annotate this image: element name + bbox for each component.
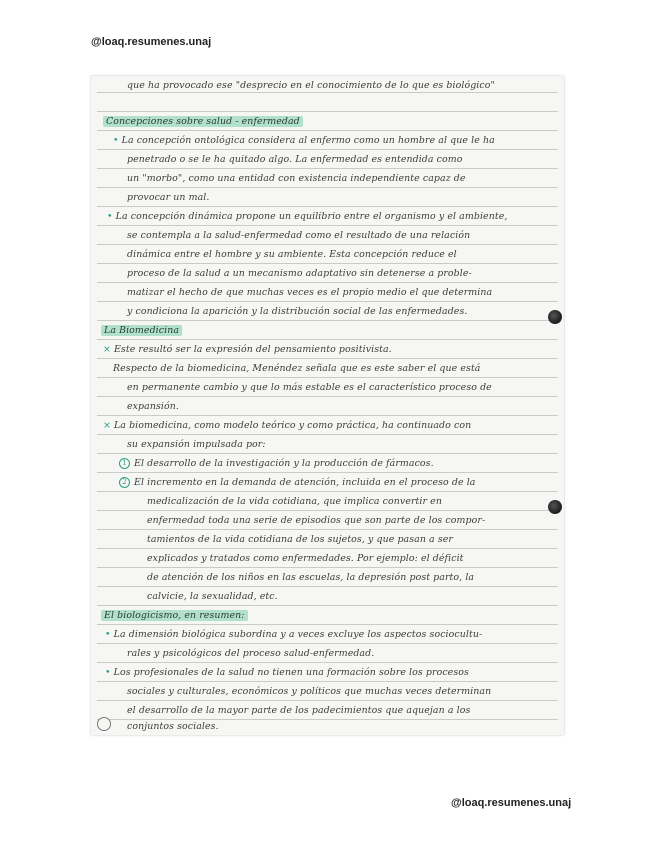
bullet-icon: × <box>103 344 111 355</box>
note-line: matizar el hecho de que muchas veces es el propio medio el que determina <box>127 287 493 298</box>
note-line: expansión. <box>127 401 179 412</box>
note-line: en permanente cambio y que lo más estable es el característico proceso de <box>127 382 492 393</box>
top-handle: @loaq.resumenes.unaj <box>91 36 212 48</box>
note-line: medicalización de la vida cotidiana, que implica convertir en <box>147 496 442 507</box>
note-line: un "morbo", como una entidad con existencia independiente capaz de <box>127 173 466 184</box>
bottom-handle: @loaq.resumenes.unaj <box>451 797 572 809</box>
binder-hole <box>548 310 562 324</box>
note-line: • Los profesionales de la salud no tienen una formación sobre los procesos <box>105 667 469 678</box>
note-line: se contempla a la salud-enfermedad como el resultado de una relación <box>127 230 471 241</box>
note-line: dinámica entre el hombre y su ambiente. Esta concepción reduce el <box>127 249 457 260</box>
heading-highlight: El biologicismo, en resumen: <box>101 610 248 621</box>
note-line: tamientos de la vida cotidiana de los sujetos, y que pasan a ser <box>147 534 453 545</box>
heading-highlight: Concepciones sobre salud - enfermedad <box>103 116 303 127</box>
note-line: • La dimensión biológica subordina y a veces excluye los aspectos sociocultu- <box>105 629 483 640</box>
section-heading <box>103 116 303 127</box>
bullet-icon: × <box>103 420 111 431</box>
note-line: 2 El incremento en la demanda de atención, incluida en el proceso de la <box>119 477 476 488</box>
note-line: el desarrollo de la mayor parte de los padecimientos que aquejan a los <box>127 705 471 716</box>
note-line: proceso de la salud a un mecanismo adaptativo sin detenerse a proble- <box>127 268 472 279</box>
note-line: • La concepción ontológica considera al enfermo como un hombre al que le ha <box>113 135 495 146</box>
section-heading <box>101 610 248 621</box>
note-line: rales y psicológicos del proceso salud-enfermedad. <box>127 648 375 659</box>
note-line: de atención de los niños en las escuelas, la depresión post parto, la <box>147 572 475 583</box>
bullet-icon: • <box>113 135 119 146</box>
section-heading <box>101 325 182 336</box>
note-line: • La concepción dinámica propone un equilibrio entre el organismo y el ambiente, <box>107 211 508 222</box>
note-line: penetrado o se le ha quitado algo. La enfermedad es entendida como <box>127 154 463 165</box>
bullet-icon: • <box>107 211 113 222</box>
note-line: 1 El desarrollo de la investigación y la producción de fármacos. <box>119 458 434 469</box>
note-line: × Este resultó ser la expresión del pensamiento positivista. <box>103 344 392 355</box>
binder-hole <box>548 500 562 514</box>
number-two-icon: 2 <box>119 477 130 488</box>
note-line: y condiciona la aparición y la distribución social de las enfermedades. <box>127 306 468 317</box>
corner-hole <box>97 717 111 731</box>
bullet-icon: • <box>105 629 111 640</box>
note-line: su expansión impulsada por: <box>127 439 266 450</box>
note-line: calvicie, la sexualidad, etc. <box>147 591 278 602</box>
note-line: explicados y tratados como enfermedades. Por ejemplo: el déficit <box>147 553 464 564</box>
note-line: conjuntos sociales. <box>127 721 219 732</box>
notebook-page-photo <box>91 76 564 735</box>
note-line: Respecto de la biomedicina, Menéndez señala que es este saber el que está <box>113 363 481 374</box>
bullet-icon: • <box>105 667 111 678</box>
note-line: que ha provocado ese "desprecio en el conocimiento de lo que es biológico" <box>127 80 495 91</box>
heading-highlight: La Biomedicina <box>101 325 182 336</box>
number-one-icon: 1 <box>119 458 130 469</box>
note-line: × La biomedicina, como modelo teórico y como práctica, ha continuado con <box>103 420 472 431</box>
note-line: provocar un mal. <box>127 192 210 203</box>
note-line: enfermedad toda una serie de episodios que son parte de los compor- <box>147 515 486 526</box>
note-line: sociales y culturales, económicos y políticos que muchas veces determinan <box>127 686 492 697</box>
